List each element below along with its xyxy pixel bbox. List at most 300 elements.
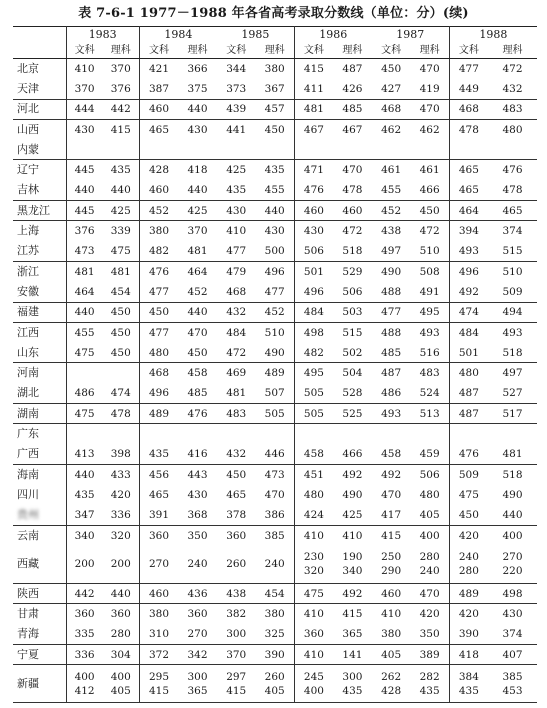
score-cell: 407 <box>488 645 537 665</box>
score-cell <box>139 140 178 160</box>
score-cell: 410 <box>342 529 363 542</box>
subject-header: 文科 <box>217 43 256 59</box>
score-cell: 459 <box>411 444 450 464</box>
score-value-line: 405 <box>264 684 285 697</box>
score-cell: 458 <box>372 444 411 464</box>
score-cell: 270 <box>139 546 178 584</box>
score-cell: 485 <box>372 343 411 363</box>
score-cell: 509 <box>488 282 537 302</box>
province-name: 山东 <box>13 343 66 363</box>
score-cell: 484 <box>294 302 333 322</box>
score-cell: 445 <box>66 201 103 221</box>
score-cell: 435 <box>103 160 140 180</box>
score-cell: 476 <box>148 265 170 278</box>
score-cell: 452 <box>178 282 217 302</box>
score-cell: 493 <box>449 241 488 261</box>
province-name: 陕西 <box>13 584 66 604</box>
province-name: 新疆 <box>13 665 66 703</box>
province-name: 宁夏 <box>13 645 66 665</box>
score-cell: 410 <box>303 608 324 621</box>
score-cell: 462 <box>411 119 450 139</box>
score-cell: 410 <box>303 529 324 542</box>
score-cell: 430 <box>217 201 256 221</box>
score-cell: 200 <box>66 546 103 584</box>
score-cell: 510 <box>502 265 523 278</box>
score-cell: 466 <box>411 180 450 200</box>
score-cell: 425 <box>178 201 217 221</box>
score-cell: 477 <box>148 326 170 339</box>
score-cell <box>333 424 372 444</box>
score-cell: 462 <box>381 123 402 136</box>
score-cell: 446 <box>256 444 295 464</box>
score-cell: 340 <box>74 529 95 542</box>
score-cell <box>256 424 295 444</box>
table-row <box>13 665 537 703</box>
subject-header: 理科 <box>103 43 140 59</box>
score-cell: 464 <box>66 282 103 302</box>
score-value-line: 400 <box>110 670 131 683</box>
year-header: 1983 <box>66 27 139 44</box>
score-value-line: 190 <box>342 551 363 564</box>
score-cell: 460 <box>139 584 178 604</box>
score-cell: 481 <box>74 265 95 278</box>
province-name: 湖北 <box>13 383 66 403</box>
score-cell: 490 <box>502 488 523 501</box>
score-cell: 380 <box>372 624 411 644</box>
score-cell: 413 <box>66 444 103 464</box>
score-cell: 360 <box>103 604 140 624</box>
score-cell: 339 <box>103 221 140 241</box>
score-cell: 380 <box>256 59 295 79</box>
score-cell <box>178 424 217 444</box>
score-cell: 490 <box>342 488 363 501</box>
score-cell: 450 <box>139 302 178 322</box>
score-cell: 452 <box>256 302 295 322</box>
score-cell: 430 <box>187 488 208 501</box>
subject-header: 文科 <box>294 43 333 59</box>
score-cell: 497 <box>372 241 411 261</box>
score-cell: 435 <box>256 160 295 180</box>
score-cell: 478 <box>333 180 372 200</box>
score-value-line: 297 <box>226 670 247 683</box>
score-cell <box>217 665 256 703</box>
score-cell: 451 <box>303 468 324 481</box>
score-value-line: 270 <box>502 551 523 564</box>
subject-header: 理科 <box>256 43 295 59</box>
score-cell: 469 <box>226 367 247 380</box>
score-cell: 465 <box>449 180 488 200</box>
score-cell: 465 <box>488 201 537 221</box>
score-cell: 410 <box>381 608 402 621</box>
score-cell: 360 <box>148 529 170 542</box>
score-cell: 310 <box>139 624 178 644</box>
score-cell: 475 <box>66 343 103 363</box>
score-value-line: 240 <box>458 551 479 564</box>
score-cell: 470 <box>187 326 208 339</box>
score-cell: 450 <box>103 322 140 342</box>
score-value-line: 240 <box>419 565 440 578</box>
score-value-line: 435 <box>419 684 440 697</box>
score-cell <box>178 140 217 160</box>
score-value-line: 415 <box>148 684 170 697</box>
score-cell <box>449 424 488 444</box>
score-value-line: 435 <box>458 684 479 697</box>
score-value-line: 260 <box>264 670 285 683</box>
score-cell: 200 <box>103 546 140 584</box>
score-cell: 509 <box>458 468 479 481</box>
table-row <box>13 645 537 665</box>
table-row <box>13 383 537 403</box>
score-cell: 502 <box>333 343 372 363</box>
score-cell: 440 <box>488 505 537 525</box>
score-cell: 375 <box>178 79 217 99</box>
score-cell: 468 <box>372 99 411 119</box>
score-cell: 476 <box>449 444 488 464</box>
score-cell: 472 <box>502 62 523 75</box>
score-value-line: 384 <box>458 670 479 683</box>
score-cell: 440 <box>66 180 103 200</box>
score-cell: 487 <box>342 62 363 75</box>
score-cell: 344 <box>226 62 247 75</box>
score-cell: 410 <box>226 225 247 238</box>
score-cell: 444 <box>66 99 103 119</box>
score-cell: 415 <box>103 119 140 139</box>
score-cell <box>333 546 372 584</box>
header-corner <box>13 43 66 59</box>
score-cell: 320 <box>103 525 140 545</box>
score-cell: 420 <box>458 529 479 542</box>
score-cell <box>294 665 333 703</box>
score-cell <box>103 665 140 703</box>
score-cell: 347 <box>66 505 103 525</box>
score-cell: 482 <box>294 343 333 363</box>
table-row <box>13 485 537 505</box>
score-cell <box>103 363 140 383</box>
year-header: 1984 <box>139 27 216 44</box>
score-cell: 368 <box>178 505 217 525</box>
score-cell: 495 <box>303 367 324 380</box>
score-value-line: 230 <box>303 551 324 564</box>
score-cell: 455 <box>372 180 411 200</box>
score-cell: 472 <box>217 343 256 363</box>
score-cell: 415 <box>381 529 402 542</box>
province-name: 上海 <box>13 221 66 241</box>
score-cell: 360 <box>187 608 208 621</box>
score-cell <box>139 665 178 703</box>
score-cell: 405 <box>411 505 450 525</box>
blurred-province: 贵州 <box>17 507 39 521</box>
score-cell: 475 <box>458 488 479 501</box>
score-cell: 487 <box>449 404 488 424</box>
score-cell: 478 <box>488 180 537 200</box>
score-cell <box>333 665 372 703</box>
score-cell <box>178 665 217 703</box>
score-cell: 465 <box>226 488 247 501</box>
subject-header: 理科 <box>488 43 537 59</box>
score-cell: 442 <box>103 99 140 119</box>
score-cell: 505 <box>294 383 333 403</box>
score-cell: 460 <box>139 180 178 200</box>
score-cell: 380 <box>148 608 170 621</box>
province-name: 湖南 <box>13 404 66 424</box>
subject-header-row <box>13 43 537 59</box>
score-cell: 492 <box>449 282 488 302</box>
score-cell <box>294 140 333 160</box>
score-cell: 410 <box>294 645 333 665</box>
score-cell: 475 <box>103 241 140 261</box>
score-cell <box>66 140 103 160</box>
score-cell: 467 <box>342 123 363 136</box>
year-header: 1985 <box>217 27 294 44</box>
score-cell: 487 <box>381 367 402 380</box>
score-cell: 419 <box>411 79 450 99</box>
score-cell: 501 <box>449 343 488 363</box>
table-row <box>13 343 537 363</box>
score-cell: 474 <box>449 302 488 322</box>
score-cell: 450 <box>178 343 217 363</box>
table-row <box>13 546 537 584</box>
score-cell: 440 <box>103 584 140 604</box>
score-cell: 360 <box>294 624 333 644</box>
score-cell: 370 <box>187 225 208 238</box>
province-name: 浙江 <box>13 261 66 281</box>
score-cell: 491 <box>411 282 450 302</box>
score-value-line: 290 <box>381 565 402 578</box>
score-cell: 461 <box>411 160 450 180</box>
score-cell: 360 <box>74 608 95 621</box>
score-cell: 492 <box>381 468 402 481</box>
table-row <box>13 99 537 119</box>
table-row <box>13 363 537 383</box>
score-cell: 455 <box>256 180 295 200</box>
table-row <box>13 624 537 644</box>
score-cell: 494 <box>488 302 537 322</box>
score-cell: 380 <box>148 225 170 238</box>
score-cell: 503 <box>333 302 372 322</box>
score-cell: 464 <box>187 265 208 278</box>
score-cell: 473 <box>256 464 295 484</box>
score-cell: 432 <box>217 302 256 322</box>
score-cell: 450 <box>411 201 450 221</box>
score-cell <box>372 424 411 444</box>
score-cell: 478 <box>458 123 479 136</box>
score-cell: 496 <box>294 282 333 302</box>
score-cell <box>66 363 103 383</box>
score-cell: 398 <box>103 444 140 464</box>
score-cell: 477 <box>139 282 178 302</box>
subject-header: 理科 <box>178 43 217 59</box>
score-cell: 435 <box>139 444 178 464</box>
score-cell: 470 <box>342 164 363 177</box>
score-cell: 481 <box>294 99 333 119</box>
score-cell: 445 <box>74 164 95 177</box>
score-cell: 416 <box>178 444 217 464</box>
score-cell: 428 <box>148 164 170 177</box>
score-cell: 457 <box>256 99 295 119</box>
score-cell: 470 <box>411 59 450 79</box>
score-table <box>13 26 537 703</box>
score-cell: 430 <box>256 221 295 241</box>
table-row <box>13 140 537 160</box>
table-row <box>13 322 537 342</box>
score-cell: 482 <box>139 241 178 261</box>
score-cell: 478 <box>103 404 140 424</box>
score-value-line: 262 <box>381 670 402 683</box>
score-cell <box>372 546 411 584</box>
table-row <box>13 282 537 302</box>
score-cell <box>449 140 488 160</box>
table-row <box>13 221 537 241</box>
score-cell: 390 <box>449 624 488 644</box>
table-row <box>13 464 537 484</box>
province-name: 江西 <box>13 322 66 342</box>
score-cell: 492 <box>333 584 372 604</box>
score-cell: 425 <box>103 201 140 221</box>
score-cell <box>372 140 411 160</box>
score-cell: 465 <box>458 164 479 177</box>
score-value-line: 295 <box>148 670 170 683</box>
score-cell <box>217 424 256 444</box>
score-cell: 504 <box>342 367 363 380</box>
score-cell: 421 <box>148 62 170 75</box>
score-cell: 480 <box>303 488 324 501</box>
score-cell: 386 <box>256 505 295 525</box>
score-cell: 476 <box>502 164 523 177</box>
score-cell: 435 <box>74 488 95 501</box>
province-name: 甘肃 <box>13 604 66 624</box>
score-cell: 391 <box>139 505 178 525</box>
score-cell: 389 <box>411 645 450 665</box>
score-cell: 458 <box>187 367 208 380</box>
score-cell: 449 <box>449 79 488 99</box>
table-row <box>13 302 537 322</box>
score-cell: 498 <box>303 326 324 339</box>
score-cell: 480 <box>139 343 178 363</box>
score-cell: 370 <box>103 59 140 79</box>
score-cell: 496 <box>458 265 479 278</box>
score-cell: 452 <box>139 201 178 221</box>
score-cell: 376 <box>103 79 140 99</box>
score-cell: 433 <box>103 464 140 484</box>
score-cell: 481 <box>217 383 256 403</box>
score-cell: 483 <box>488 99 537 119</box>
province-name: 内蒙 <box>13 140 66 160</box>
score-cell: 470 <box>411 99 450 119</box>
score-value-line: 282 <box>419 670 440 683</box>
score-cell: 460 <box>372 584 411 604</box>
score-cell: 465 <box>148 123 170 136</box>
score-cell: 460 <box>139 99 178 119</box>
score-value-line: 320 <box>303 565 324 578</box>
score-cell: 498 <box>488 584 537 604</box>
score-cell: 468 <box>148 367 170 380</box>
score-cell: 501 <box>303 265 324 278</box>
score-cell <box>488 424 537 444</box>
subject-header: 理科 <box>333 43 372 59</box>
score-cell: 365 <box>333 624 372 644</box>
score-cell: 430 <box>74 123 95 136</box>
score-cell: 493 <box>372 404 411 424</box>
score-cell: 483 <box>217 404 256 424</box>
score-cell: 488 <box>372 282 411 302</box>
score-cell: 280 <box>103 624 140 644</box>
header-corner <box>13 27 66 44</box>
score-cell: 417 <box>372 505 411 525</box>
table-row <box>13 79 537 99</box>
score-cell: 461 <box>381 164 402 177</box>
score-cell: 376 <box>74 225 95 238</box>
score-cell: 420 <box>411 604 450 624</box>
score-cell: 492 <box>342 468 363 481</box>
score-cell: 440 <box>256 201 295 221</box>
score-value-line: 250 <box>381 551 402 564</box>
score-cell: 510 <box>411 241 450 261</box>
score-cell: 454 <box>103 282 140 302</box>
table-row <box>13 201 537 221</box>
table-row <box>13 525 537 545</box>
score-cell: 518 <box>488 343 537 363</box>
score-cell: 496 <box>256 261 295 281</box>
province-name: 海南 <box>13 464 66 484</box>
score-value-line: 365 <box>187 684 208 697</box>
score-cell: 465 <box>148 488 170 501</box>
score-cell: 510 <box>256 322 295 342</box>
province-name: 青海 <box>13 624 66 644</box>
score-cell: 411 <box>294 79 333 99</box>
score-cell: 141 <box>333 645 372 665</box>
score-cell <box>66 665 103 703</box>
score-cell: 430 <box>187 123 208 136</box>
score-cell: 484 <box>226 326 247 339</box>
score-cell <box>256 140 295 160</box>
score-cell: 270 <box>178 624 217 644</box>
province-name: 北京 <box>13 59 66 79</box>
score-cell: 304 <box>103 645 140 665</box>
score-cell: 366 <box>187 62 208 75</box>
score-cell: 513 <box>411 404 450 424</box>
score-cell: 440 <box>178 99 217 119</box>
score-value-line: 428 <box>381 684 402 697</box>
score-cell: 455 <box>74 326 95 339</box>
score-cell <box>488 140 537 160</box>
score-cell: 427 <box>372 79 411 99</box>
score-cell: 432 <box>488 79 537 99</box>
score-cell: 410 <box>74 62 95 75</box>
score-cell: 441 <box>226 123 247 136</box>
score-cell <box>103 424 140 444</box>
score-cell: 440 <box>178 180 217 200</box>
score-cell: 476 <box>294 180 333 200</box>
score-value-line: 405 <box>110 684 131 697</box>
score-cell: 525 <box>333 404 372 424</box>
score-cell <box>411 424 450 444</box>
score-cell: 517 <box>488 404 537 424</box>
score-cell: 370 <box>66 79 103 99</box>
score-cell: 380 <box>256 604 295 624</box>
score-cell: 505 <box>294 404 333 424</box>
province-name <box>13 505 66 525</box>
score-cell: 479 <box>226 265 247 278</box>
score-cell: 440 <box>66 302 103 322</box>
score-value-line: 453 <box>502 684 523 697</box>
score-cell: 342 <box>178 645 217 665</box>
score-cell: 450 <box>256 119 295 139</box>
table-row <box>13 261 537 281</box>
score-cell: 443 <box>187 468 208 481</box>
score-cell: 425 <box>226 164 247 177</box>
score-cell: 400 <box>502 529 523 542</box>
score-cell: 490 <box>381 265 402 278</box>
